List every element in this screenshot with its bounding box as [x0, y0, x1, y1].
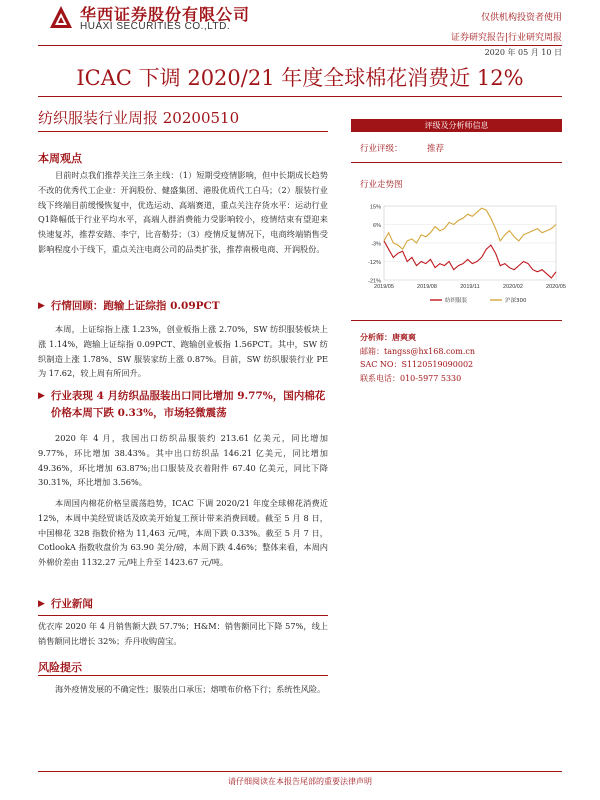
risk-heading: 风险提示: [38, 661, 82, 674]
y-tick-label: -3%: [371, 241, 381, 248]
analyst-divider: [351, 320, 562, 321]
trend-label: 行业走势图: [360, 180, 403, 190]
x-tick-label: 2019/08: [417, 284, 437, 290]
market-review-heading-text: 行情回顾：跑输上证综指 0.09PCT: [50, 300, 220, 312]
huaxi-logo: [48, 4, 74, 30]
y-tick-label: 15%: [369, 204, 381, 211]
industry-news-heading-text: 行业新闻: [50, 598, 93, 610]
analyst-email-row: [360, 345, 475, 359]
y-tick-label: -21%: [368, 278, 381, 285]
triangle-bullet-icon: ▶: [38, 599, 45, 609]
industry-perf-text-2: 本周国内棉花价格呈震荡趋势，ICAC 下调 2020/21 年度全球棉花消费近 12%，本周中美经贸谈话及欧美开始复工预计带来消费回暖。截至 5 月 8 日，中国棉花 328 指数价格为 11,463 元/吨，本周下跌 0.33%。截至 5 月 7 日，CotlookA 指数收盘价为 63.90 美分/磅，本周下跌 4.46%；整体来看，本周内外棉价差由 1132.27 元/吨上升至 1423.67 元/吨。: [38, 498, 328, 568]
industry-news-heading: [38, 596, 328, 613]
analyst-block: [360, 331, 475, 385]
x-tick-label: 2020/02: [503, 284, 523, 290]
risk-divider: [38, 675, 328, 676]
audience-note: 仅供机构投资者使用: [480, 13, 562, 23]
brand-name-en: HUAXI SECURITIES CO.,LTD.: [80, 21, 231, 32]
report-category: 证券研究报告|行业研究周报: [450, 33, 562, 43]
x-tick-label: 2019/05: [374, 284, 394, 290]
risk-text: 海外疫情发展的不确定性；服装出口承压；熔喷布价格下行；系统性风险。: [55, 684, 326, 694]
industry-trend-chart: [360, 198, 566, 310]
analyst-phone-label: 联系电话：: [360, 373, 400, 383]
industry-perf-heading: [38, 388, 328, 422]
market-review-text: 本周，上证综指上涨 1.23%，创业板指上涨 2.70%，SW 纺织服装板块上涨 1.14%，跑输上证综指 0.09PCT、跑输创业板指 1.56PCT。其中，SW 纺织制造上涨 1.78%、SW 服装家纺上涨 0.87%。目前，SW 纺织服装行业 PE 为 17.62，较上周有所回升。: [38, 324, 328, 379]
x-tick-label: 2020/05: [546, 284, 566, 290]
analyst-phone: 010-5977 5330: [400, 373, 462, 383]
brand-name-cn: 华西证券股份有限公司: [80, 5, 251, 24]
analyst-name: 唐爽爽: [392, 332, 416, 342]
legend-label-0: 纺织服装: [445, 298, 468, 304]
analyst-sac: S1120519090002: [401, 360, 474, 369]
rating-divider: [351, 162, 562, 163]
rating-value: 推荐: [427, 144, 445, 154]
industry-news-text: 优衣库 2020 年 4 月销售额大跌 57.7%；H&M：销售额同比下降 57%，线上销售额同比增长 32%；乔丹收购茵宝。: [38, 621, 328, 646]
header-divider: [38, 45, 562, 46]
news-divider: [38, 615, 328, 616]
triangle-bullet-icon: ▶: [38, 391, 45, 401]
industry-perf-heading-text: 行业表现 4 月纺织品服装出口同比增加 9.77%，国内棉花价格本周下跌 0.33%，市场轻微震荡: [50, 390, 326, 419]
rating-panel-header: 评级及分析师信息: [351, 119, 562, 132]
y-tick-label: -12%: [368, 260, 381, 266]
analyst-name-row: [360, 331, 475, 345]
analyst-sac-row: [360, 358, 475, 372]
report-title: ICAC 下调 2020/21 年度全球棉花消费近 12%: [76, 66, 524, 90]
report-subtitle: 纺织服装行业周报 20200510: [38, 109, 240, 127]
triangle-bullet-icon: ▶: [38, 301, 45, 311]
x-tick-label: 2019/11: [460, 284, 480, 290]
report-date: 2020 年 05 月 10 日: [484, 48, 562, 57]
legend-label-1: 沪深300: [505, 298, 527, 304]
series-line-0: [384, 241, 556, 278]
analyst-sac-label: SAC NO：: [360, 360, 402, 369]
footer-divider: [38, 771, 562, 772]
analyst-email-label: 邮箱：: [360, 346, 384, 356]
analyst-name-label: 分析师：: [360, 332, 392, 342]
title-divider: [38, 96, 562, 97]
rating-label: 行业评级：: [360, 144, 403, 154]
analyst-email-link[interactable]: tangss@hx168.com.cn: [384, 346, 476, 356]
y-tick-label: 6%: [373, 223, 381, 229]
legal-notice: 请仔细阅读在本报告尾部的重要法律声明: [228, 777, 372, 786]
weekly-view-text: 目前时点我们推荐关注三条主线：（1）短期受疫情影响，但中长期成长趋势不改的优秀代工企业：开润股份、健盛集团、港股优质代工白马；（2）服装行业线下终端目前缓慢恢复中，优选运动、高端赛道，重点关注存货水平：运动行业Q1降幅低于行业平均水平，高端人群消费能力受影响较小，疫情结束有望迎来快速复苏，推荐安踏、李宁，比音勒芬；（3）疫情反复情况下，电商终端销售受影响程度小于线下，重点关注电商公司的品类扩张，推荐南极电商、开润股份。: [38, 170, 328, 254]
analyst-phone-row: [360, 372, 475, 386]
industry-perf-text-1: 2020 年 4 月，我国出口纺织品服装约 213.61 亿美元，同比增加 9.77%，环比增加 38.43%。其中出口纺织品 146.21 亿美元，同比增加 49.36%，环比增加 63.87%;出口服装及衣着附件 67.40 亿美元，同比下降 30.31%，环比增加 3.56%。: [38, 433, 328, 488]
weekly-view-heading: 本周观点: [38, 152, 82, 165]
subtitle-divider: [38, 131, 328, 132]
market-review-heading: [38, 298, 328, 315]
